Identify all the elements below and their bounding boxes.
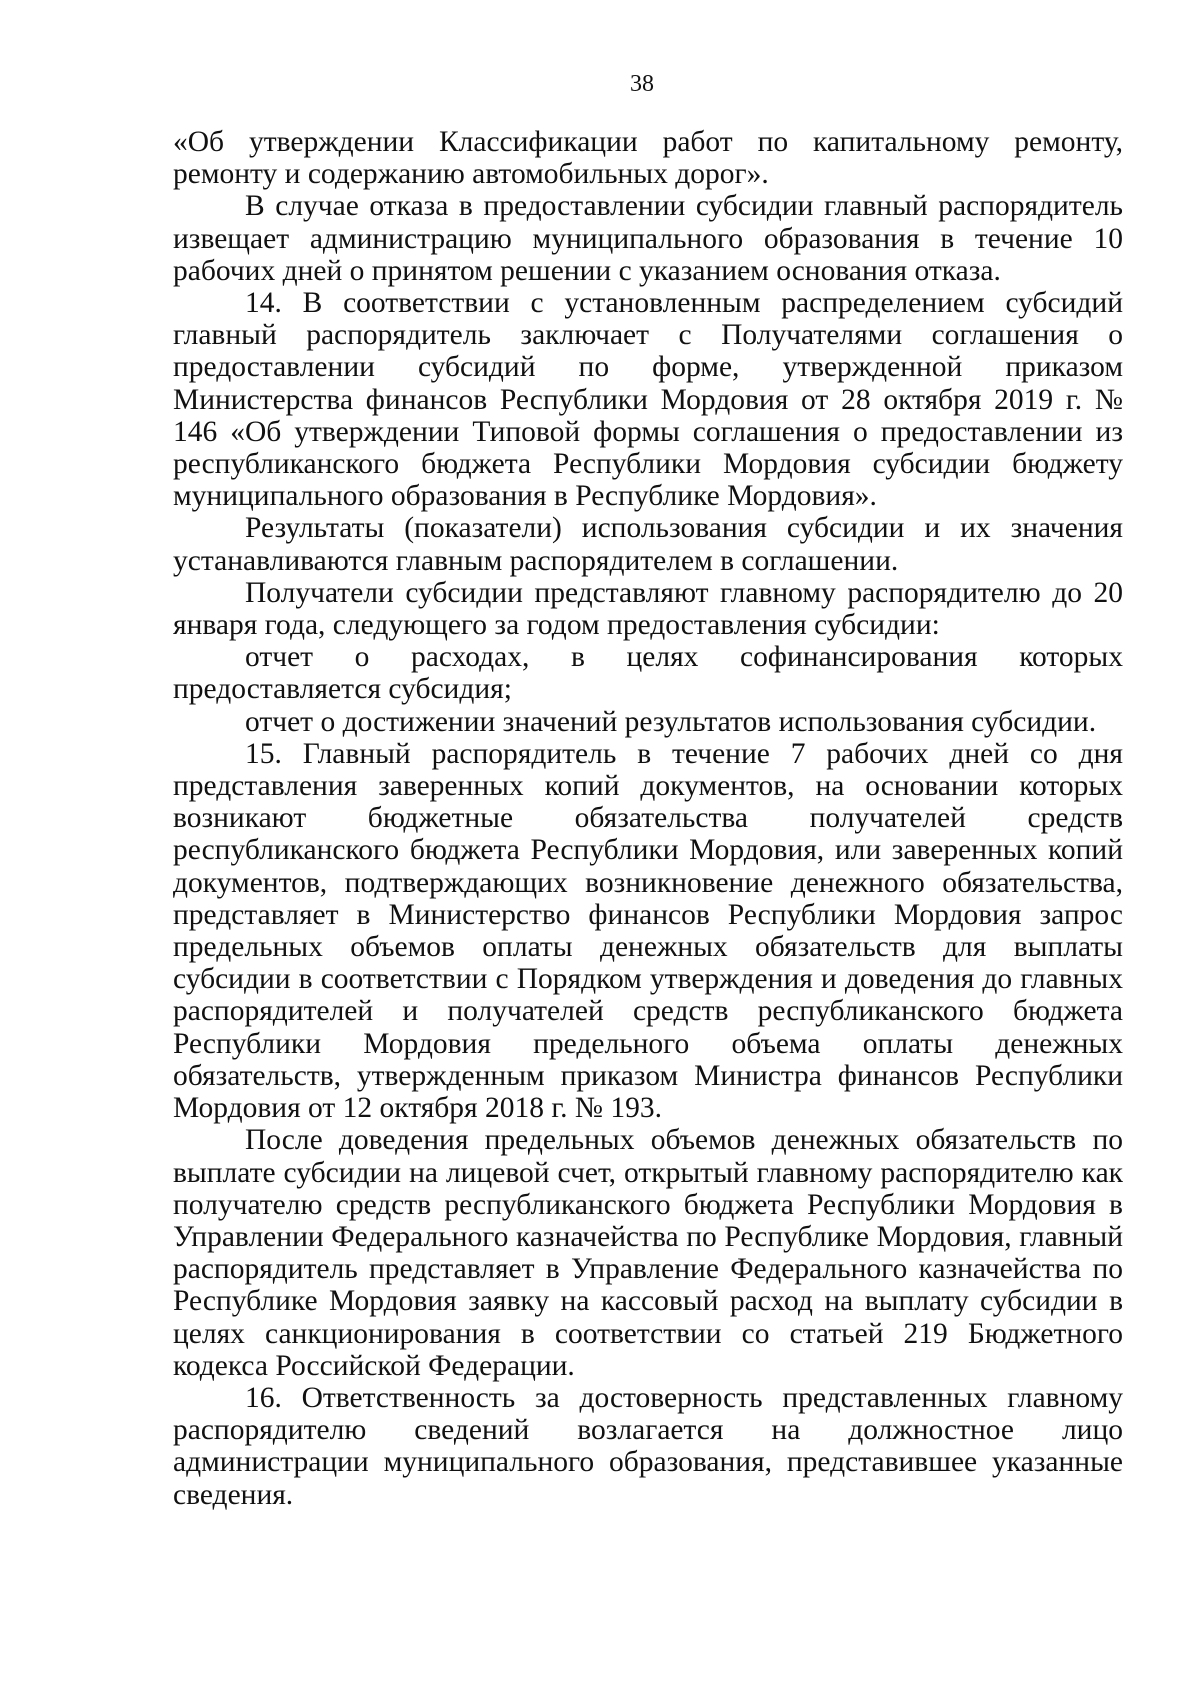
paragraph-refusal-notice: В случае отказа в предоставлении субсидии главный распорядитель извещает администрацию муниципального образования в течение 10 рабочих дней о принятом решении с указанием основания отказа. xyxy=(173,190,1123,287)
document-page xyxy=(173,68,1123,1511)
paragraph-recipients-reports: Получатели субсидии представляют главному распорядителю до 20 января года, следующего за годом предоставления субсидии: xyxy=(173,576,1123,642)
paragraph-payment-request: После доведения предельных объемов денежных обязательств по выплате субсидии на лицевой счет, открытый главному распорядителю как получателю средств республиканского бюджета Республики Мордовия в Управлении Федерального казначейства по Республике Мордовия, главный распорядитель представляет в Управление Федерального казначейства по Республике Мордовия заявку на кассовый расход на выплату субсидии в целях санкционирования в соответствии со статьей 219 Бюджетного кодекса Российской Федерации. xyxy=(173,1124,1123,1382)
paragraph-results-report: отчет о достижении значений результатов использования субсидии. xyxy=(245,705,1097,738)
paragraph-results-indicators: Результаты (показатели) использования субсидии и их значения устанавливаются главным распорядителем в соглашении. xyxy=(173,512,1123,577)
paragraph-classification-title: «Об утверждении Классификации работ по капитальному ремонту, ремонту и содержанию автомобильных дорог». xyxy=(173,126,1123,191)
paragraph-expense-report: отчет о расходах, в целях софинансирования которых предоставляется субсидия; xyxy=(173,641,1123,706)
paragraph-item-16: 16. Ответственность за достоверность представленных главному распорядителю сведений возлагается на должностное лицо администрации муниципального образования, представившее указанные сведения. xyxy=(173,1381,1123,1511)
page-number: 38 xyxy=(630,71,654,97)
paragraph-item-14: 14. В соответствии с установленным распределением субсидий главный распорядитель заключает с Получателями соглашения о предоставлении субсидий по форме, утвержденной приказом Министерства финансов Республики Мордовия от 28 октября 2019 г. № 146 «Об утверждении Типовой формы соглашения о предоставлении из республиканского бюджета Республики Мордовия субсидии бюджету муниципального образования в Республике Мордовия». xyxy=(173,287,1123,513)
paragraph-item-15: 15. Главный распорядитель в течение 7 рабочих дней со дня представления заверенных копий документов, на основании которых возникают бюджетные обязательства получателей средств республиканского бюджета Республики Мордовия, или заверенных копий документов, подтверждающих возникновение денежного обязательства, представляет в Министерство финансов Республики Мордовия запрос предельных объемов оплаты денежных обязательств для выплаты субсидии в соответствии с Порядком утверждения и доведения до главных распорядителей и получателей средств республиканского бюджета Республики Мордовия предельного объема оплаты денежных обязательств, утвержденным приказом Министра финансов Республики Мордовия от 12 октября 2018 г. № 193. xyxy=(173,737,1123,1125)
